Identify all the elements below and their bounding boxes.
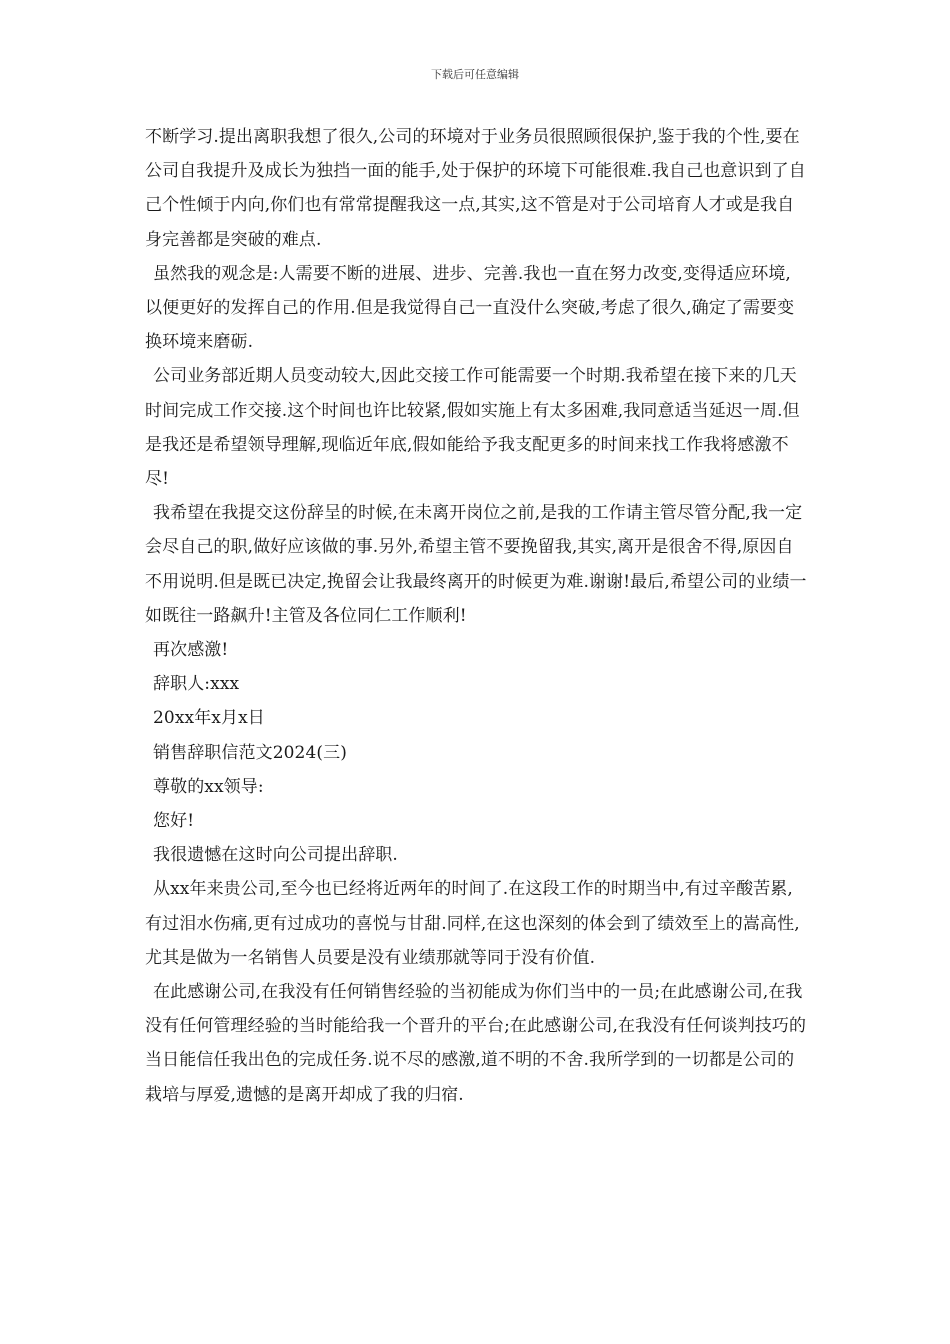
- salutation: 尊敬的xx领导:: [153, 776, 264, 797]
- paragraph-handover: 公司业务部近期人员变动较大,因此交接工作可能需要一个时期.我希望在接下来的几天时间完成工作交接.这个时间也许比较紧,假如实施上有太多困难,我同意适当延迟一周.但是我还是希望领导理解,现临近年底,假如能给予我支配更多的时间来找工作我将感激不尽!: [145, 366, 800, 490]
- signature-name: 辞职人:xxx: [153, 674, 240, 695]
- paragraph-request: 我希望在我提交这份辞呈的时候,在未离开岗位之前,是我的工作请主管尽管分配,我一定会尽自己的职,做好应该做的事.另外,希望主管不要挽留我,其实,离开是很舍不得,原因自不用说明.但是既已决定,挽留会让我最终离开的时候更为难.谢谢!最后,希望公司的业绩一如既往一路飙升!主管及各位同仁工作顺利!: [145, 503, 807, 626]
- paragraph-viewpoint: 虽然我的观念是:人需要不断的进展、进步、完善.我也一直在努力改变,变得适应环境,以便更好的发挥自己的作用.但是我觉得自己一直没什么突破,考虑了很久,确定了需要变换环境来磨砺.: [145, 263, 795, 353]
- greeting: 您好!: [153, 811, 195, 832]
- page-header: 下载后可任意编辑: [431, 68, 519, 81]
- paragraph-experience: 从xx年来贵公司,至今也已经将近两年的时间了.在这段工作的时期当中,有过辛酸苦累,有过泪水伤痛,更有过成功的喜悦与甘甜.同样,在这也深刻的体会到了绩效至上的嵩高性,尤其是做为一名销售人员要是没有业绩那就等同于没有价值.: [145, 879, 800, 968]
- paragraph-gratitude: 在此感谢公司,在我没有任何销售经验的当初能成为你们当中的一员;在此感谢公司,在我没有任何管理经验的当时能给我一个晋升的平台;在此感谢公司,在我没有任何谈判技巧的当日能信任我出色的完成任务.说不尽的感激,道不明的不舍.我所学到的一切都是公司的栽培与厚爱,遗憾的是离开却成了我的归宿.: [145, 982, 807, 1105]
- paragraph-continuation: 不断学习.提出离职我想了很久,公司的环境对于业务员很照顾很保护,鉴于我的个性,要在公司自我提升及成长为独挡一面的能手,处于保护的环境下可能很难.我自己也意识到了自己个性倾于内向,你们也有常常提醒我这一点,其实,这不管是对于公司培育人才或是我自身完善都是突破的难点.: [145, 127, 806, 250]
- closing-thanks: 再次感激!: [153, 640, 229, 661]
- signature-date: 20xx年x月x日: [153, 708, 265, 729]
- paragraph-intro: 我很遗憾在这时向公司提出辞职.: [153, 845, 398, 866]
- section-title: 销售辞职信范文2024(三): [153, 742, 347, 763]
- document-body: [145, 120, 807, 1112]
